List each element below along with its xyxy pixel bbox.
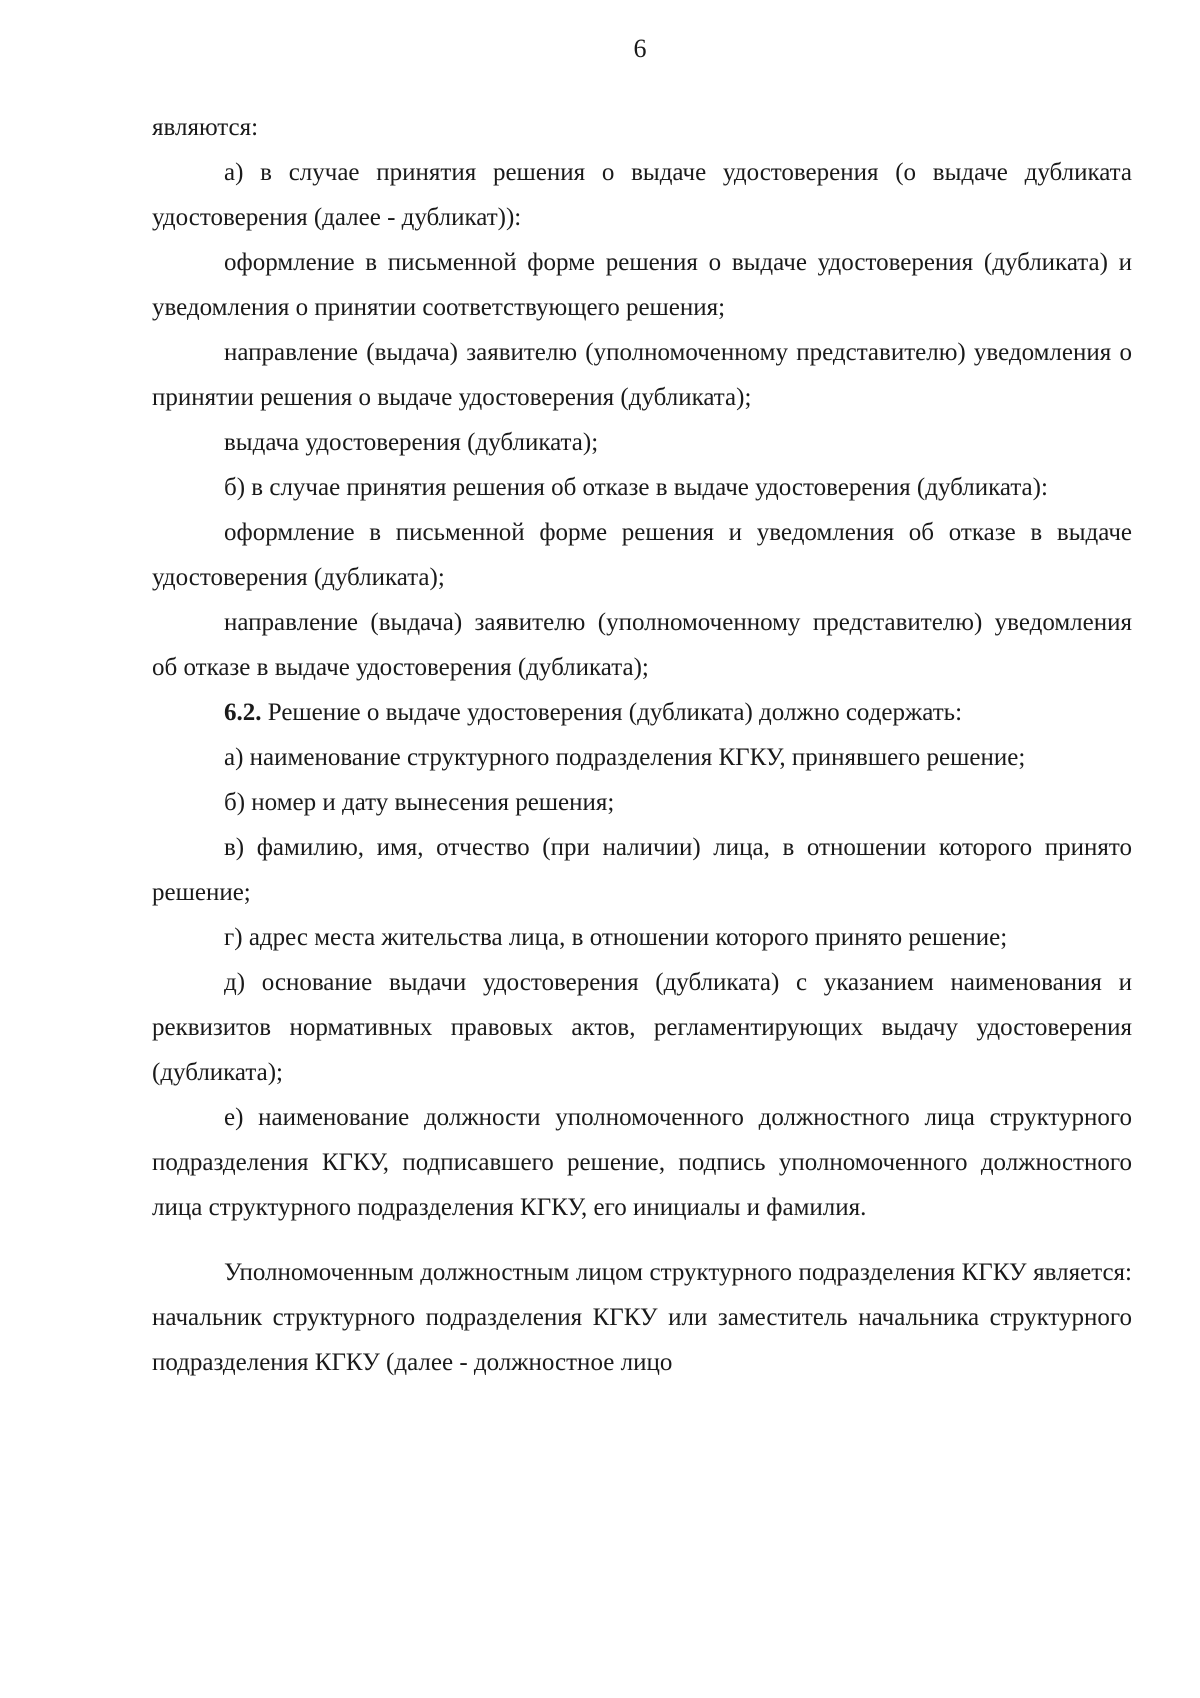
paragraph: направление (выдача) заявителю (уполномоченному представителю) уведомления об отказе в выдаче удостоверения (дубликата); [152,609,1132,681]
paragraph: в) фамилию, имя, отчество (при наличии) лица, в отношении которого принято решение; [152,834,1132,906]
paragraph: а) в случае принятия решения о выдаче удостоверения (о выдаче дубликата удостоверения (далее - дубликат)): [152,159,1132,231]
paragraph: б) в случае принятия решения об отказе в выдаче удостоверения (дубликата): [224,474,1048,501]
page-number: 6 [633,34,647,63]
paragraph: являются: [152,114,259,141]
paragraph: а) наименование структурного подразделения КГКУ, принявшего решение; [224,744,1026,771]
paragraph: направление (выдача) заявителю (уполномоченному представителю) уведомления о принятии решения о выдаче удостоверения (дубликата); [152,339,1132,411]
paragraph: Уполномоченным должностным лицом структурного подразделения КГКУ является: начальник структурного подразделения КГКУ или заместитель начальника структурного подразделения КГКУ (далее - должностное лицо [152,1259,1132,1376]
section-text: Решение о выдаче удостоверения (дубликата) должно содержать: [261,699,963,726]
document-body [152,105,1132,1385]
section-number: 6.2. [224,699,262,726]
paragraph: выдача удостоверения (дубликата); [224,429,599,456]
paragraph: оформление в письменной форме решения и уведомления об отказе в выдаче удостоверения (дубликата); [152,519,1132,591]
paragraph: б) номер и дату вынесения решения; [224,789,615,816]
paragraph: г) адрес места жительства лица, в отношении которого принято решение; [224,924,1008,951]
section-6-2-paragraph [152,690,1132,735]
paragraph: оформление в письменной форме решения о выдаче удостоверения (дубликата) и уведомления о принятии соответствующего решения; [152,249,1132,321]
paragraph: д) основание выдачи удостоверения (дубликата) с указанием наименования и реквизитов нормативных правовых актов, регламентирующих выдачу удостоверения (дубликата); [152,969,1132,1086]
paragraph: е) наименование должности уполномоченного должностного лица структурного подразделения КГКУ, подписавшего решение, подпись уполномоченного должностного лица структурного подразделения КГКУ, его инициалы и фамилия. [152,1104,1132,1221]
